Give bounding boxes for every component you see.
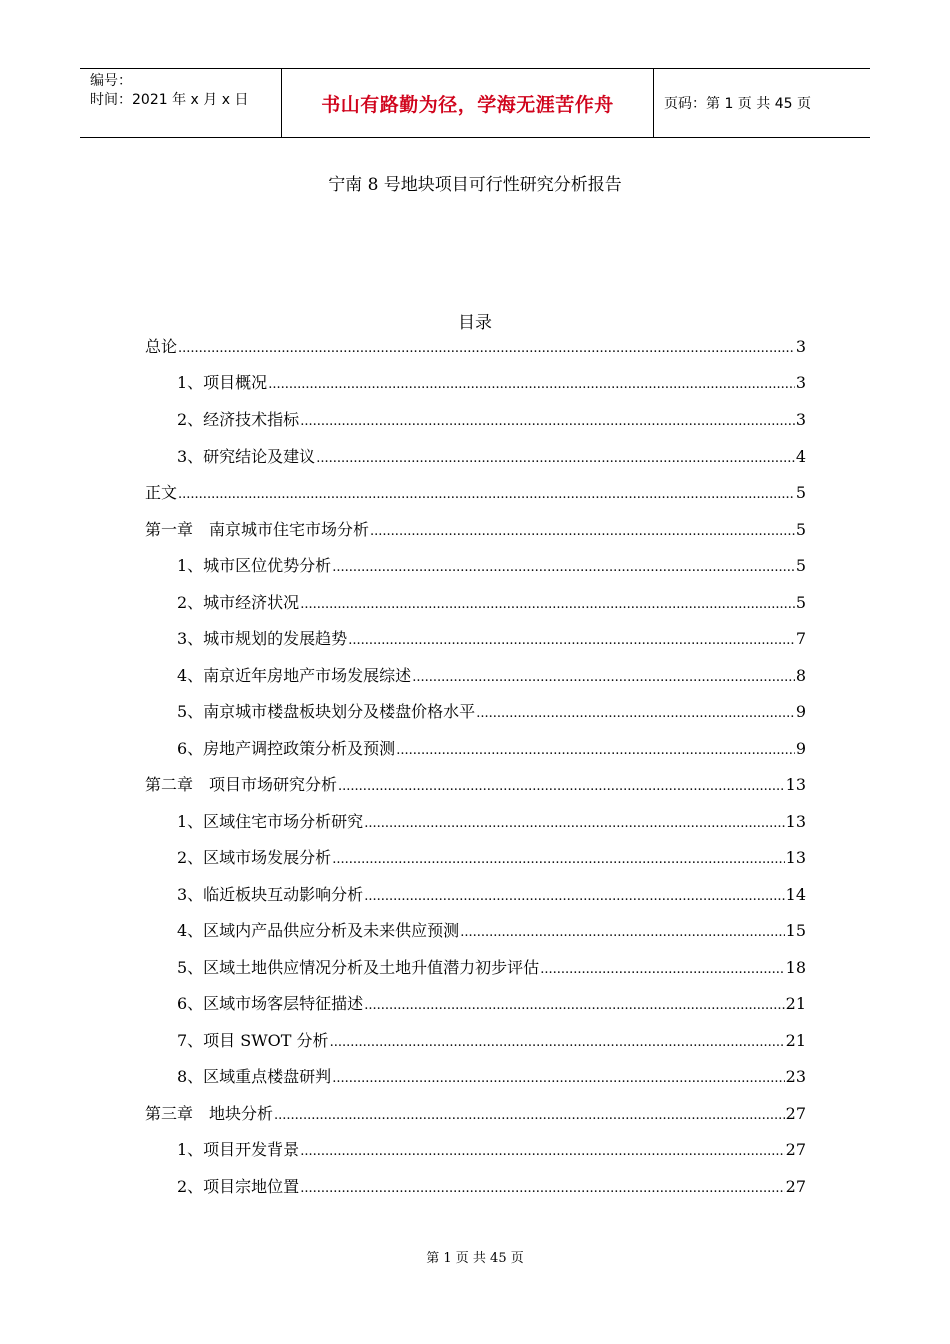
toc-entry[interactable] [177,590,806,616]
toc-leader-dots [540,955,784,983]
toc-entry[interactable] [177,370,806,396]
toc-entry-page: 15 [785,921,806,940]
toc-entry[interactable] [145,517,806,543]
toc-leader-dots [364,882,784,910]
toc-entry-page: 23 [785,1067,806,1086]
toc-entry[interactable] [177,444,806,470]
toc-entry[interactable] [177,736,806,762]
toc-entry-page: 8 [795,666,806,685]
toc-leader-dots [332,553,795,581]
toc-entry-page: 13 [785,848,806,867]
toc-entry-page: 4 [795,447,806,466]
toc-entry[interactable] [177,1064,806,1090]
toc-leader-dots [268,370,795,398]
toc-leader-dots [274,1101,785,1129]
toc-entry-page: 13 [785,812,806,831]
document-title: 宁南 8 号地块项目可行性研究分析报告 [328,175,622,195]
toc-leader-dots [364,991,784,1019]
toc-entry-text: 2、经济技术指标 [177,410,300,429]
toc-leader-dots [412,663,795,691]
toc-entry-text: 4、南京近年房地产市场发展综述 [177,666,412,685]
toc-entry-page: 13 [785,775,806,794]
toc-entry-text: 5、区域土地供应情况分析及土地升值潜力初步评估 [177,958,540,977]
toc-entry[interactable] [177,1137,806,1163]
toc-entry[interactable] [177,699,806,725]
toc-entry[interactable] [177,407,806,433]
toc-entry[interactable] [177,663,806,689]
toc-entry[interactable] [145,334,806,360]
toc-entry-page: 7 [795,629,806,648]
toc-entry-page: 14 [785,885,806,904]
toc-entry-page: 18 [785,958,806,977]
toc-leader-dots [370,517,795,545]
toc-leader-dots [300,1174,784,1202]
toc-leader-dots [396,736,795,764]
toc-entry-text: 5、南京城市楼盘板块划分及楼盘价格水平 [177,702,476,721]
toc-entry-text: 6、区域市场客层特征描述 [177,994,364,1013]
toc-entry-page: 5 [795,556,806,575]
toc-entry-page: 5 [795,483,806,502]
toc-entry[interactable] [177,882,806,908]
time-label: 时间：2021 年 x 月 x 日 [90,92,249,108]
motto-text: 书山有路勤为径，学海无涯苦作舟 [321,93,614,116]
toc-entry[interactable] [177,991,806,1017]
toc-entry[interactable] [145,480,806,506]
toc-entry-text: 第二章 项目市场研究分析 [145,775,338,794]
toc-leader-dots [300,590,795,618]
toc-entry-text: 3、城市规划的发展趋势 [177,629,348,648]
header-meta-cell [80,69,282,137]
toc-entry-text: 2、区域市场发展分析 [177,848,332,867]
toc-title: 目录 [458,313,492,333]
toc-entry-page: 27 [785,1104,806,1123]
toc-entry[interactable] [177,626,806,652]
toc-leader-dots [460,918,784,946]
toc-entry[interactable] [145,1101,806,1127]
toc-entry[interactable] [177,809,806,835]
toc-entry-page: 27 [785,1140,806,1159]
toc-entry-text: 正文 [145,483,178,502]
toc-entry[interactable] [177,845,806,871]
toc-entry[interactable] [177,553,806,579]
toc-entry[interactable] [177,1028,806,1054]
toc-leader-dots [330,1028,785,1056]
toc-entry-text: 第一章 南京城市住宅市场分析 [145,520,370,539]
toc-leader-dots [476,699,795,727]
toc-entry-text: 4、区域内产品供应分析及未来供应预测 [177,921,460,940]
toc-entry-text: 1、项目开发背景 [177,1140,300,1159]
toc-entry-text: 3、研究结论及建议 [177,447,316,466]
toc-entry-page: 3 [795,337,806,356]
toc-entry-text: 7、项目 SWOT 分析 [177,1031,329,1050]
toc-leader-dots [348,626,795,654]
toc-entry[interactable] [145,772,806,798]
toc-entry-page: 9 [795,739,806,758]
toc-leader-dots [332,1064,784,1092]
toc-entry[interactable] [177,1174,806,1200]
toc-entry-page: 3 [795,410,806,429]
toc-entry-page: 21 [785,1031,806,1050]
motto-cell [282,69,654,137]
toc-entry-text: 8、区域重点楼盘研判 [177,1067,332,1086]
toc-entry[interactable] [177,918,806,944]
toc-entry-text: 3、临近板块互动影响分析 [177,885,364,904]
toc-entry-text: 2、城市经济状况 [177,593,300,612]
toc-entry-text: 1、项目概况 [177,373,268,392]
toc-entry-page: 3 [795,373,806,392]
toc-entry-text: 第三章 地块分析 [145,1104,274,1123]
page-info-text: 页码：第 1 页 共 45 页 [664,96,811,112]
toc-entry-text: 1、城市区位优势分析 [177,556,332,575]
toc-leader-dots [364,809,784,837]
toc-leader-dots [316,444,795,472]
number-label: 编号： [90,73,132,89]
toc-entry-text: 总论 [145,337,178,356]
toc-leader-dots [338,772,785,800]
page-footer: 第 1 页 共 45 页 [426,1251,524,1266]
toc-entry-page: 5 [795,520,806,539]
toc-entry[interactable] [177,955,806,981]
toc-entry-text: 2、项目宗地位置 [177,1177,300,1196]
toc-leader-dots [300,1137,784,1165]
toc-leader-dots [332,845,784,873]
toc-leader-dots [300,407,795,435]
toc-entry-page: 9 [795,702,806,721]
toc-entry-page: 5 [795,593,806,612]
toc-leader-dots [178,334,795,362]
page-info-cell [654,69,870,137]
toc-entry-page: 27 [785,1177,806,1196]
toc-entry-text: 1、区域住宅市场分析研究 [177,812,364,831]
toc-entry-page: 21 [785,994,806,1013]
toc-leader-dots [178,480,795,508]
document-header [80,68,870,138]
toc-entry-text: 6、房地产调控政策分析及预测 [177,739,396,758]
